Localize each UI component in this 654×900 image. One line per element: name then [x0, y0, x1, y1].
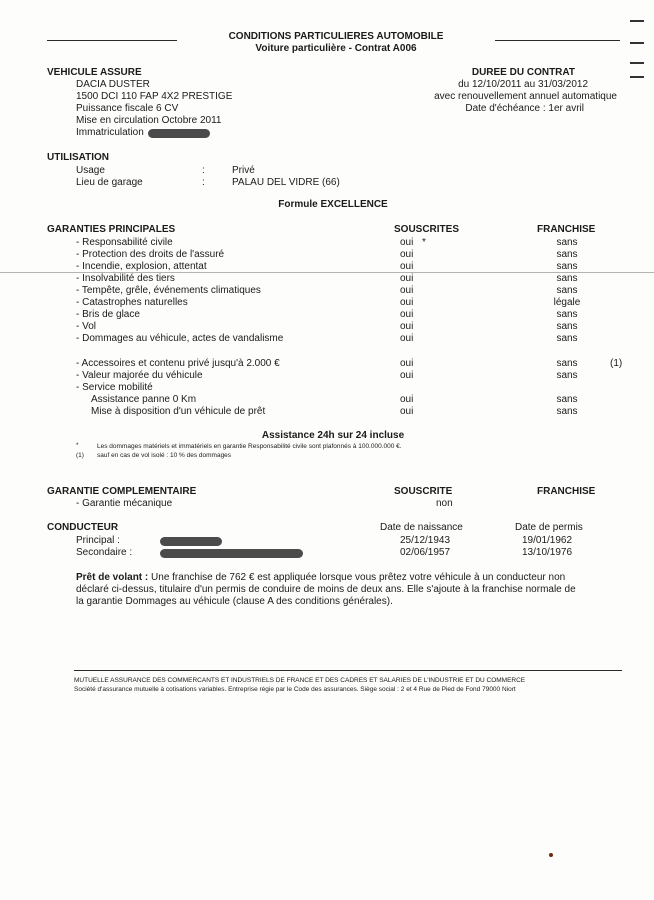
complementary-heading: GARANTIE COMPLEMENTAIRE: [47, 486, 197, 497]
ink-dot: [549, 853, 553, 857]
redaction-mark: [160, 549, 303, 558]
guarantee-deductible: sans: [556, 333, 578, 344]
guarantee-subscribed: oui: [400, 297, 414, 308]
footnote-text: sauf en cas de vol isolé : 10 % des dommages: [97, 452, 232, 459]
header-rule-left: [47, 40, 177, 41]
guarantee-subscribed: oui: [400, 309, 414, 320]
guarantee-mark: *: [422, 237, 426, 248]
guarantee-subscribed: oui: [400, 406, 414, 417]
driver-birth: 25/12/1943: [400, 535, 451, 546]
guarantee-deductible: sans: [556, 249, 578, 260]
assistance-title: Assistance 24h sur 24 incluse: [261, 430, 405, 441]
guarantee-note: (1): [610, 358, 623, 369]
guarantee-deductible: sans: [556, 406, 578, 417]
footer-rule: [74, 670, 622, 671]
usage-heading: UTILISATION: [47, 152, 110, 163]
guarantee-deductible: sans: [556, 261, 578, 272]
guarantee-subscribed: oui: [400, 285, 414, 296]
guarantee-label: - Tempête, grêle, événements climatiques: [76, 285, 261, 296]
guarantee-subscribed: oui: [400, 333, 414, 344]
guarantee-label: - Protection des droits de l'assuré: [76, 249, 225, 260]
guarantee-label: - Insolvabilité des tiers: [76, 273, 175, 284]
page-subtitle: Voiture particulière - Contrat A006: [255, 43, 417, 54]
guarantee-subscribed: oui: [400, 394, 414, 405]
guarantee-label: - Responsabilité civile: [76, 237, 173, 248]
col-subscribed: SOUSCRITES: [394, 224, 460, 235]
col-birth: Date de naissance: [380, 522, 463, 533]
footnote-mark: *: [76, 442, 79, 449]
guarantee-subscribed: oui: [400, 249, 414, 260]
guarantee-label: - Bris de glace: [76, 309, 140, 320]
redaction-mark: [160, 537, 222, 546]
usage-value: PALAU DEL VIDRE (66): [232, 177, 340, 188]
loan-label: Prêt de volant :: [76, 572, 149, 583]
guarantee-subscribed: oui: [400, 358, 414, 369]
guarantee-subscribed: non: [436, 498, 453, 509]
formula-title: Formule EXCELLENCE: [278, 199, 388, 210]
vehicle-line: Immatriculation: [76, 127, 144, 138]
guarantee-subscribed: oui: [400, 237, 414, 248]
guarantee-subscribed: oui: [400, 261, 414, 272]
driver-birth: 02/06/1957: [400, 547, 451, 558]
guarantee-subscribed: oui: [400, 273, 414, 284]
guarantee-deductible: légale: [553, 297, 581, 308]
col-subscribed: SOUSCRITE: [394, 486, 453, 497]
vehicle-line: DACIA DUSTER: [76, 79, 150, 90]
guarantees-heading: GARANTIES PRINCIPALES: [47, 224, 176, 235]
vehicle-line: 1500 DCI 110 FAP 4X2 PRESTIGE: [76, 91, 233, 102]
contract-line: Date d'échéance : 1er avril: [465, 103, 584, 114]
guarantee-deductible: sans: [556, 394, 578, 405]
guarantee-label: - Vol: [76, 321, 97, 332]
margin-mark: [630, 20, 644, 22]
guarantee-label: Assistance panne 0 Km: [91, 394, 197, 405]
usage-sep: :: [202, 177, 205, 188]
guarantee-deductible: sans: [556, 273, 578, 284]
col-deductible: FRANCHISE: [537, 224, 596, 235]
loan-clause: [76, 572, 565, 584]
guarantee-label: - Incendie, explosion, attentat: [76, 261, 207, 272]
loan-line: la garantie Dommages au véhicule (clause A des conditions générales).: [76, 596, 393, 607]
guarantee-label: - Garantie mécanique: [76, 498, 173, 509]
guarantee-deductible: sans: [556, 358, 578, 369]
guarantee-deductible: sans: [556, 309, 578, 320]
redaction-mark: [148, 129, 210, 138]
loan-line: déclaré ci-dessus, titulaire d'un permis de conduire de moins de deux ans. Elle s'ajoute à la franchise normale de: [76, 584, 576, 595]
guarantee-label: - Accessoires et contenu privé jusqu'à 2.000 €: [76, 358, 280, 369]
loan-line: Une franchise de 762 € est appliquée lorsque vous prêtez votre véhicule à un conducteur non: [151, 572, 566, 583]
margin-mark: [630, 76, 644, 78]
guarantee-label: - Dommages au véhicule, actes de vandalisme: [76, 333, 284, 344]
guarantee-subscribed: oui: [400, 370, 414, 381]
contract-line: du 12/10/2011 au 31/03/2012: [458, 79, 588, 90]
margin-mark: [630, 42, 644, 44]
guarantee-label: - Valeur majorée du véhicule: [76, 370, 203, 381]
footnote-text: Les dommages matériels et immatériels en garantie Responsabilité civile sont plafonnés à 100.000.000 €.: [97, 443, 402, 450]
driver-license: 13/10/1976: [522, 547, 573, 558]
usage-label: Usage: [76, 165, 105, 176]
contract-line: avec renouvellement annuel automatique: [434, 91, 617, 102]
footnote-mark: (1): [76, 452, 84, 459]
vehicle-line: Mise en circulation Octobre 2011: [76, 115, 222, 126]
footer-line: Société d'assurance mutuelle à cotisations variables. Entreprise régie par le Code des assurances. Siège social : 2 et 4 Rue de Pied de Fond 79000 Niort: [74, 686, 516, 693]
guarantee-label: Mise à disposition d'un véhicule de prêt: [91, 406, 266, 417]
driver-role: Secondaire :: [76, 547, 133, 558]
guarantee-deductible: sans: [556, 321, 578, 332]
guarantee-label: - Catastrophes naturelles: [76, 297, 188, 308]
guarantee-deductible: sans: [556, 370, 578, 381]
guarantee-deductible: sans: [556, 237, 578, 248]
scan-line: [0, 272, 654, 273]
col-deductible: FRANCHISE: [537, 486, 596, 497]
usage-sep: :: [202, 165, 205, 176]
guarantee-deductible: sans: [556, 285, 578, 296]
usage-label: Lieu de garage: [76, 177, 143, 188]
margin-mark: [630, 62, 644, 64]
vehicle-line: Puissance fiscale 6 CV: [76, 103, 179, 114]
driver-role: Principal :: [76, 535, 120, 546]
header-rule-right: [495, 40, 620, 41]
vehicle-heading: VEHICULE ASSURE: [47, 67, 142, 78]
drivers-heading: CONDUCTEUR: [47, 522, 119, 533]
guarantee-subscribed: oui: [400, 321, 414, 332]
footer-line: MUTUELLE ASSURANCE DES COMMERCANTS ET INDUSTRIELS DE FRANCE ET DES CADRES ET SALARIES DE L'INDUSTRIE ET DU COMMERCE: [74, 677, 526, 684]
contract-heading: DUREE DU CONTRAT: [471, 67, 575, 78]
page-title: CONDITIONS PARTICULIERES AUTOMOBILE: [228, 31, 444, 42]
usage-value: Privé: [232, 165, 255, 176]
driver-license: 19/01/1962: [522, 535, 573, 546]
guarantee-label: - Service mobilité: [76, 382, 153, 393]
col-license: Date de permis: [515, 522, 583, 533]
